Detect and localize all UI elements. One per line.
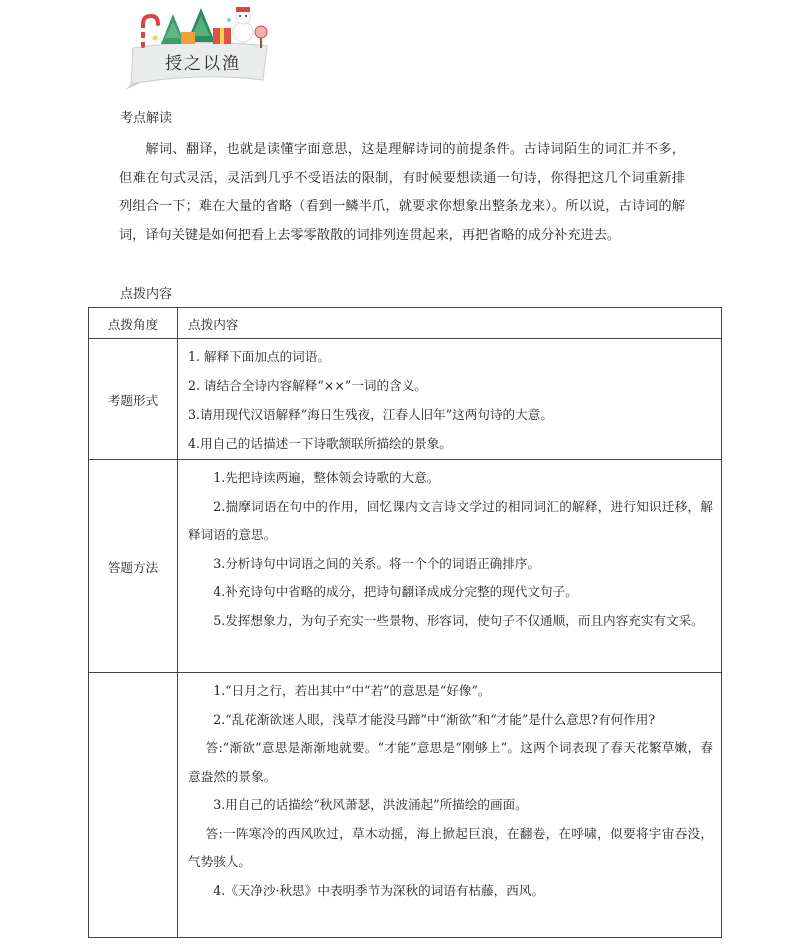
- table-row: [89, 460, 722, 673]
- section-banner: [125, 2, 275, 92]
- list-item: 1. 解释下面加点的词语。: [188, 349, 330, 364]
- tips-heading: 点拨内容: [120, 287, 173, 302]
- list-item: 4.补充诗句中省略的成分，把诗句翻译成成分完整的现代文句子。: [213, 584, 578, 599]
- row-content: [178, 339, 722, 460]
- list-item: 1.先把诗读两遍，整体领会诗歌的大意。: [213, 470, 440, 485]
- analysis-paragraph: 解词、翻译，也就是读懂字面意思，这是理解诗词的前提条件。古诗词陌生的词汇并不多，但难在句式灵活，灵活到几乎不受语法的限制，有时候要想读通一句诗，你得把这几个词重新排列组合一下；难在大量的省略（看到一鳞半爪，就要求你想象出整条龙来）。所以说，古诗词的解词，译句关键是如何把看上去零零散散的词排列连贯起来，再把省略的成分补充进去。: [119, 142, 685, 243]
- row-label: [89, 673, 178, 938]
- list-item: 2.揣摩词语在句中的作用，回忆课内文言诗文学过的相同词汇的解释，进行知识迁移，解释词语的意思。: [188, 498, 713, 542]
- header-angle: 点拨角度: [89, 308, 178, 339]
- list-item: 3.用自己的话描绘“秋风萧瑟，洪波涌起”所描绘的画面。: [213, 797, 528, 812]
- list-item: 2. 请结合全诗内容解释“××”一词的含义。: [188, 378, 427, 393]
- row-content: [178, 460, 722, 673]
- tips-table: [88, 307, 722, 938]
- list-item: 5.发挥想象力，为句子充实一些景物、形容词，使句子不仅通顺，而且内容充实有文采。: [213, 612, 704, 628]
- row-content: [178, 673, 722, 938]
- table-header-row: [89, 308, 722, 339]
- list-item: 3.分析诗句中词语之间的关系。将一个个的词语正确排序。: [213, 555, 541, 571]
- christmas-banner-icon: [125, 2, 275, 92]
- answer-item: 答:“渐欲”意思是渐渐地就要。“才能”意思是“刚够上”。这两个词表现了春天花繁草嫩，春意盎然的景象。: [188, 740, 713, 784]
- list-item: 4.用自己的话描述一下诗歌颔联所描绘的景象。: [188, 436, 452, 451]
- list-item: 1.“日月之行，若出其中”中“若”的意思是“好像”。: [213, 683, 491, 698]
- row-label: 考题形式: [89, 339, 178, 460]
- answer-item: 答:一阵寒冷的西风吹过，草木动摇，海上掀起巨浪，在翻卷，在呼啸，似要将宇宙吞没，气势骇人。: [188, 825, 713, 869]
- row-label: 答题方法: [89, 460, 178, 673]
- header-content: 点拨内容: [178, 308, 722, 339]
- table-row: [89, 673, 722, 938]
- table-row: [89, 339, 722, 460]
- banner-title: 授之以渔: [165, 54, 241, 74]
- list-item: 4.《天净沙·秋思》中表明季节为深秋的词语有枯藤，西风。: [213, 882, 545, 898]
- list-item: 3.请用现代汉语解释“海日生残夜，江春人旧年”这两句诗的大意。: [188, 407, 553, 422]
- analysis-heading: 考点解读: [120, 111, 173, 126]
- list-item: 2.“乱花渐欲迷人眼，浅草才能没马蹄”中“渐欲”和“才能”是什么意思?有何作用?: [213, 711, 656, 727]
